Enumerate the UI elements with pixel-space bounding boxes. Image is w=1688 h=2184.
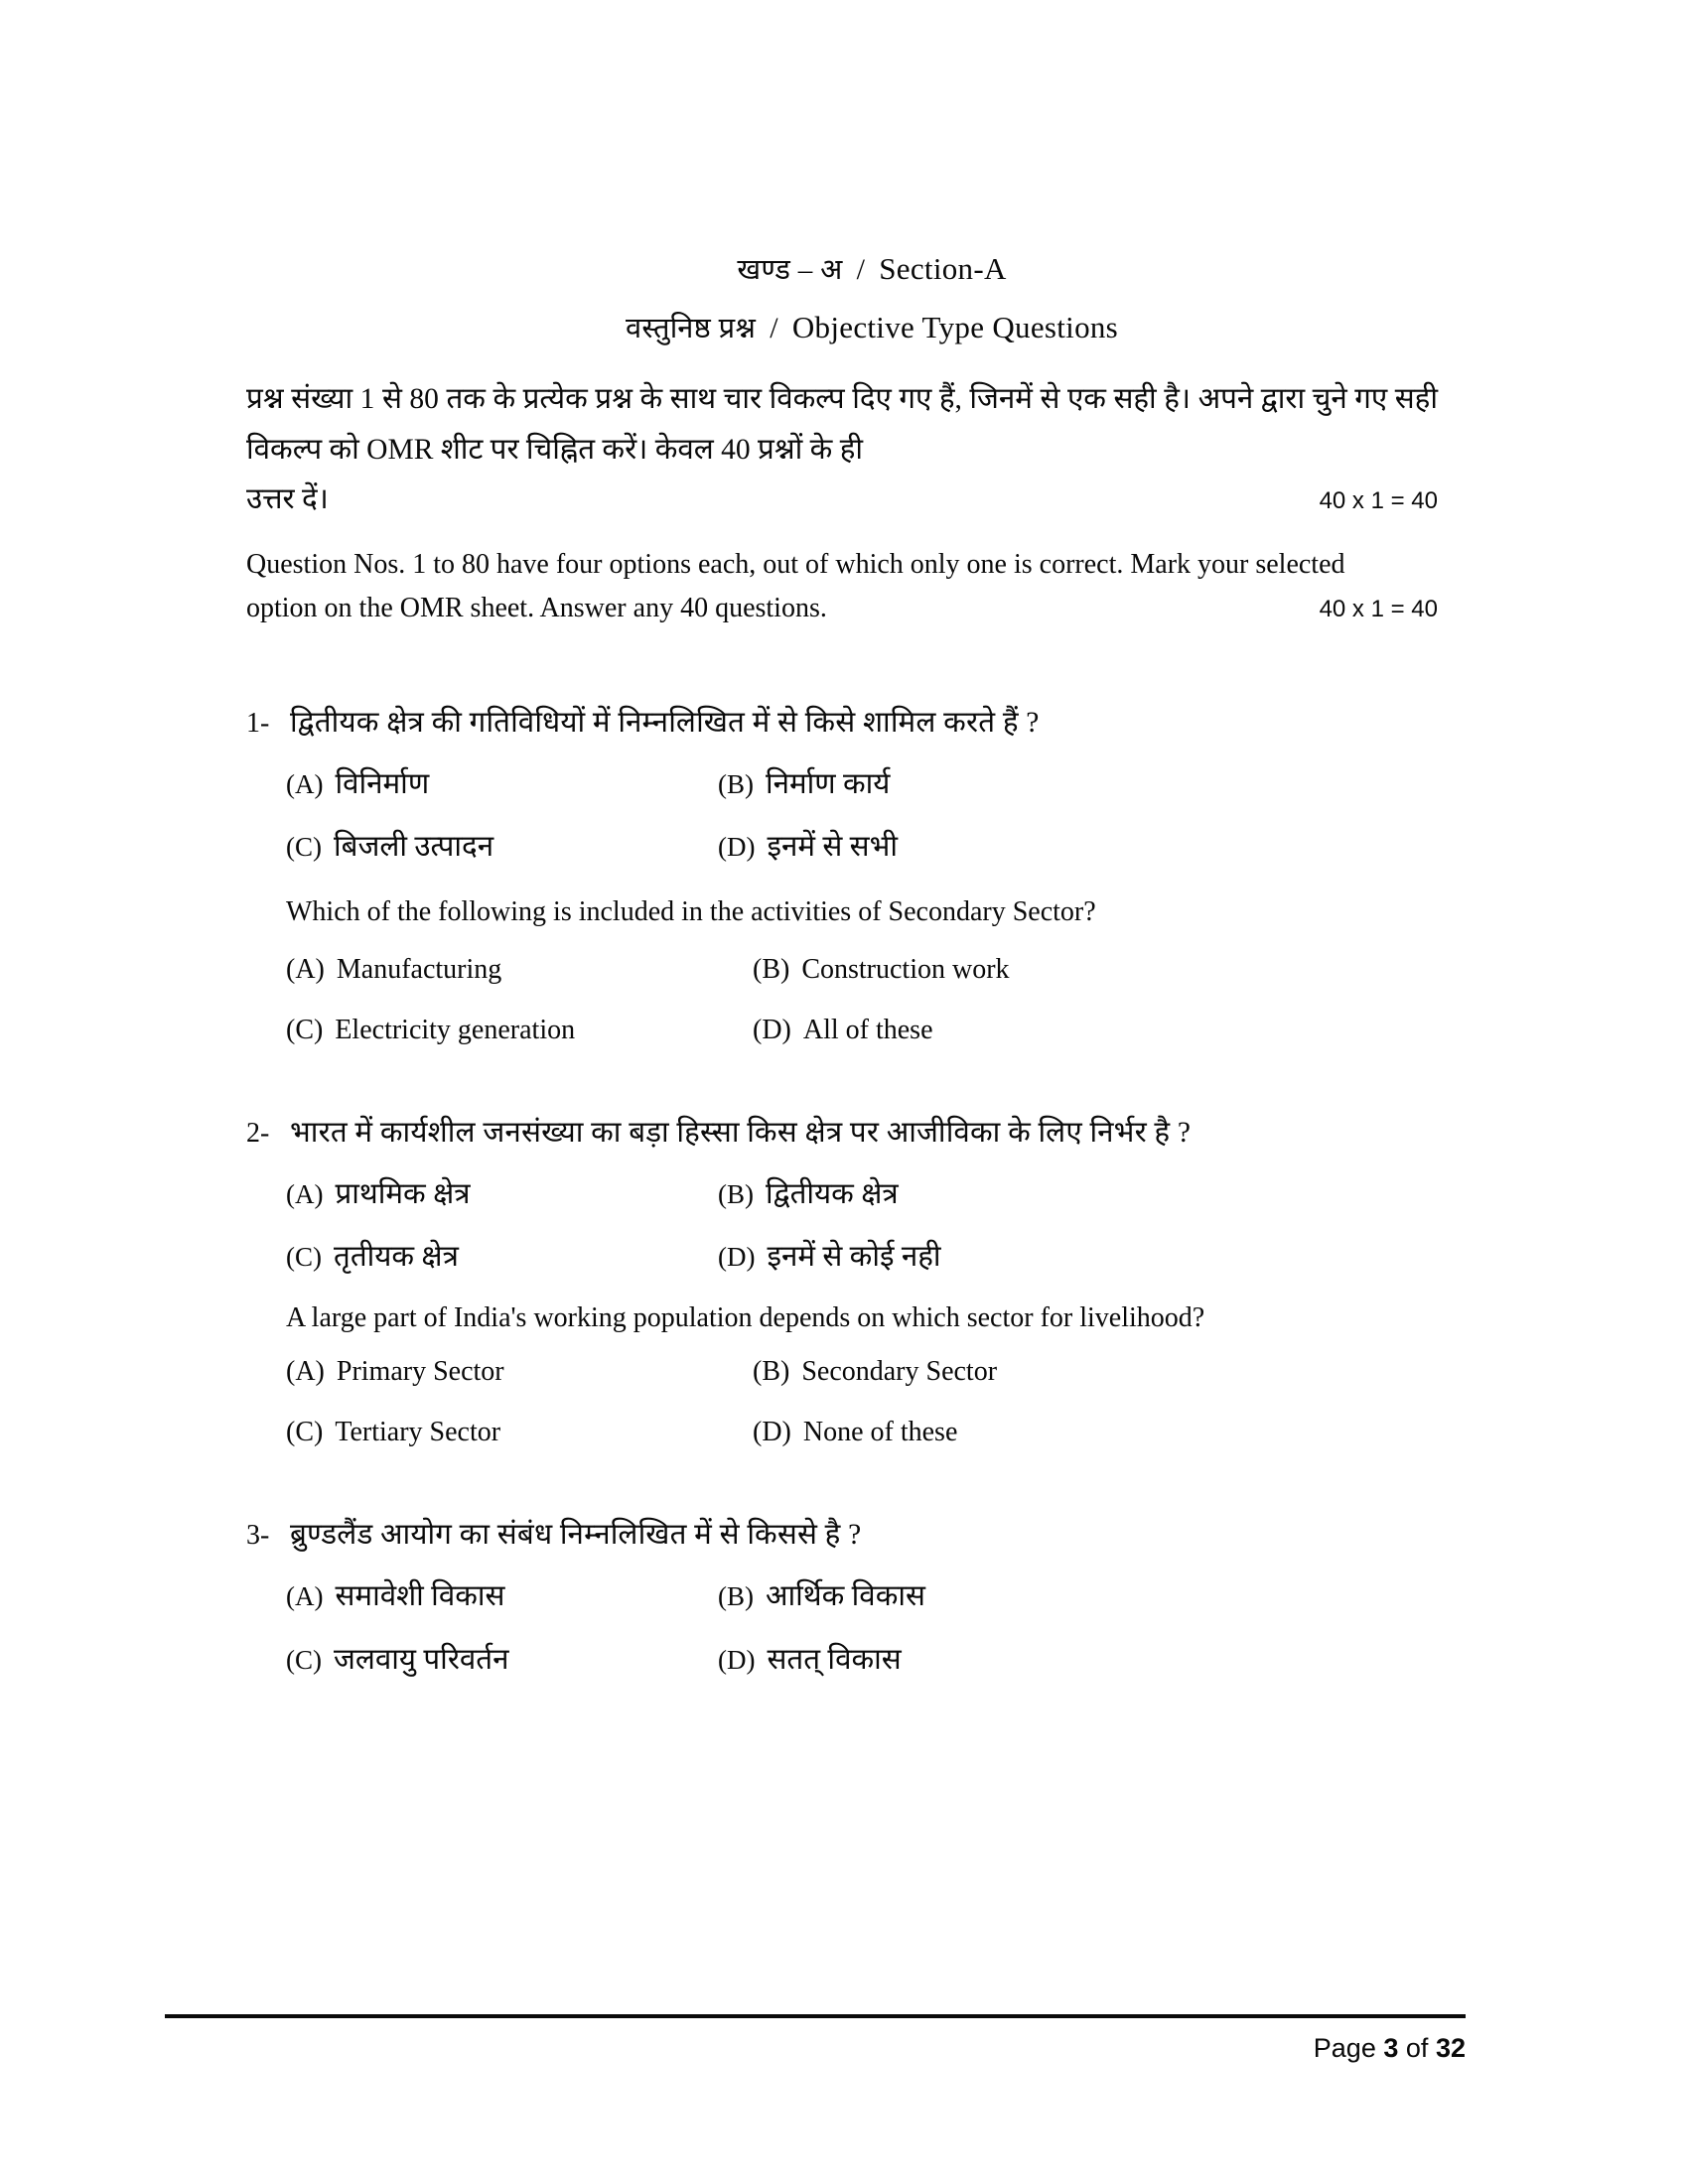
question-2-option-b-hindi[interactable] [718,1174,899,1215]
option-text-b: द्वितीयक क्षेत्र [766,1178,899,1211]
question-2-option-a-english[interactable] [286,1352,753,1391]
subsection-heading-hindi: वस्तुनिष्ठ प्रश्न [625,312,757,344]
footer-page-label: Page [1313,2033,1376,2063]
option-label-d: (D) [718,1644,756,1675]
instructions-hindi-text: प्रश्न संख्या 1 से 80 तक के प्रत्येक प्रश्न के साथ चार विकल्प दिए गए हैं, जिनमें से एक सही है। अपने द्वारा चुने गए सही विकल्प को OMR शीट पर चिह्नित करें। केवल 40 प्रश्नों के ही [246,383,1438,466]
question-2-option-a-hindi[interactable] [286,1174,718,1215]
option-label-c: (C) [286,1242,322,1273]
subheading-separator: / [770,311,778,344]
option-label-c: (C) [286,1014,324,1045]
option-label-a: (A) [286,1581,324,1612]
section-heading [306,248,1438,291]
option-text-d: इनमें से कोई नही [767,1241,941,1274]
question-2-text-hindi: भारत में कार्यशील जनसंख्या का बड़ा हिस्सा किस क्षेत्र पर आजीविका के लिए निर्भर है ? [290,1116,1192,1149]
option-label-c: (C) [286,1416,324,1447]
question-3-text-hindi: ब्रुण्डलैंड आयोग का संबंध निम्नलिखित में से किससे है ? [290,1519,862,1552]
question-1-option-c-english[interactable] [286,1011,753,1049]
option-text-b: आर्थिक विकास [766,1580,925,1613]
footer-page-total: 32 [1435,2033,1466,2063]
option-label-a: (A) [286,1355,325,1387]
question-1-stem-english: Which of the following is included in the activities of Secondary Sector? [286,895,1096,927]
footer-divider [165,2014,1466,2018]
subsection-heading-english: Objective Type Questions [791,309,1119,344]
question-2-option-c-english[interactable] [286,1413,753,1451]
option-text-a: समावेशी विकास [335,1580,505,1613]
option-label-b: (B) [753,1355,790,1387]
option-text-d: इनमें से सभी [767,831,898,864]
instructions-hindi [246,374,1438,525]
question-3-options-hindi [286,1576,1438,1681]
option-text-b: निर्माण कार्य [766,767,891,800]
question-1-option-b-english[interactable] [753,950,1010,989]
question-1-options-english [286,950,1438,1049]
option-label-b: (B) [718,768,754,799]
option-label-b: (B) [718,1581,754,1612]
question-2-options-english [286,1352,1438,1451]
question-2-options-hindi [286,1174,1438,1279]
page-content [246,248,1438,1681]
option-text-b: Secondary Sector [801,1355,998,1387]
question-2-option-d-hindi[interactable] [718,1237,941,1278]
option-label-d: (D) [718,1242,756,1273]
option-row [286,1352,1438,1391]
question-2-option-c-hindi[interactable] [286,1237,718,1278]
question-1-text-hindi: द्वितीयक क्षेत्र की गतिविधियों में निम्नलिखित में से किसे शामिल करते हैं ? [290,706,1040,739]
instructions-english [246,543,1438,630]
option-label-a: (A) [286,953,325,985]
question-1-option-a-hindi[interactable] [286,764,718,805]
marks-allocation-english: 40 x 1 = 40 [1319,596,1438,623]
question-1-options-hindi [286,764,1438,869]
subsection-heading [306,307,1438,349]
question-1 [246,701,1438,1049]
option-label-a: (A) [286,1179,324,1210]
page-footer [1314,2033,1466,2064]
option-label-b: (B) [718,1179,754,1210]
option-text-b: Construction work [801,953,1010,985]
question-3-option-a-hindi[interactable] [286,1576,718,1617]
option-label-c: (C) [286,1644,322,1675]
heading-separator: / [856,253,866,286]
option-row [286,1576,1438,1617]
option-row [286,1237,1438,1278]
question-1-stem-hindi [246,701,1438,745]
question-3 [246,1513,1438,1681]
option-label-d: (D) [718,832,756,863]
option-label-a: (A) [286,768,324,799]
question-2-stem-english: A large part of India's working population depends on which sector for livelihood? [286,1301,1205,1333]
option-row [286,827,1438,868]
option-label-d: (D) [753,1014,791,1045]
section-heading-english: Section-A [879,251,1007,286]
option-row [286,1174,1438,1215]
option-text-c: Electricity generation [335,1014,576,1045]
option-row [286,950,1438,989]
option-label-d: (D) [753,1416,791,1447]
question-2 [246,1111,1438,1451]
option-text-a: विनिर्माण [335,767,430,800]
question-2-option-d-english[interactable] [753,1413,957,1451]
question-1-option-d-hindi[interactable] [718,827,898,868]
option-label-c: (C) [286,832,322,863]
option-text-d: All of these [802,1014,933,1045]
option-text-c: जलवायु परिवर्तन [334,1643,509,1676]
question-3-option-d-hindi[interactable] [718,1640,902,1681]
option-row [286,1413,1438,1451]
question-3-option-b-hindi[interactable] [718,1576,925,1617]
question-1-option-b-hindi[interactable] [718,764,890,805]
section-heading-hindi: खण्ड – अ [737,254,843,286]
question-3-number: 3- [246,1520,270,1552]
option-row [286,1640,1438,1681]
footer-page-number: 3 [1383,2033,1399,2063]
instructions-english-text: Question Nos. 1 to 80 have four options each, out of which only one is correct. Mark your selected [246,549,1345,581]
option-text-a: प्राथमिक क्षेत्र [335,1178,471,1211]
question-3-option-c-hindi[interactable] [286,1640,718,1681]
option-text-c: Tertiary Sector [335,1416,501,1447]
option-row [286,764,1438,805]
option-label-b: (B) [753,953,790,985]
marks-allocation-hindi: 40 x 1 = 40 [1319,487,1438,515]
instructions-english-tail: option on the OMR sheet. Answer any 40 questions. [246,593,827,624]
question-2-stem-hindi [246,1111,1438,1155]
option-text-c: तृतीयक क्षेत्र [334,1241,459,1274]
question-1-option-c-hindi[interactable] [286,827,718,868]
option-text-d: None of these [802,1416,958,1447]
instructions-english-lastline [246,587,1438,630]
option-row [286,1011,1438,1049]
question-1-number: 1- [246,707,270,739]
question-3-stem-hindi [246,1513,1438,1557]
instructions-hindi-tail: उत्तर दें। [246,483,329,516]
option-text-d: सतत् विकास [767,1643,902,1676]
question-2-number: 2- [246,1117,270,1149]
instructions-hindi-lastline [246,475,1438,525]
question-1-option-a-english[interactable] [286,950,753,989]
question-1-option-d-english[interactable] [753,1011,933,1049]
footer-of-label: of [1405,2033,1429,2063]
option-text-a: Primary Sector [336,1355,504,1387]
option-text-c: बिजली उत्पादन [334,831,494,864]
option-text-a: Manufacturing [336,953,502,985]
question-2-option-b-english[interactable] [753,1352,997,1391]
